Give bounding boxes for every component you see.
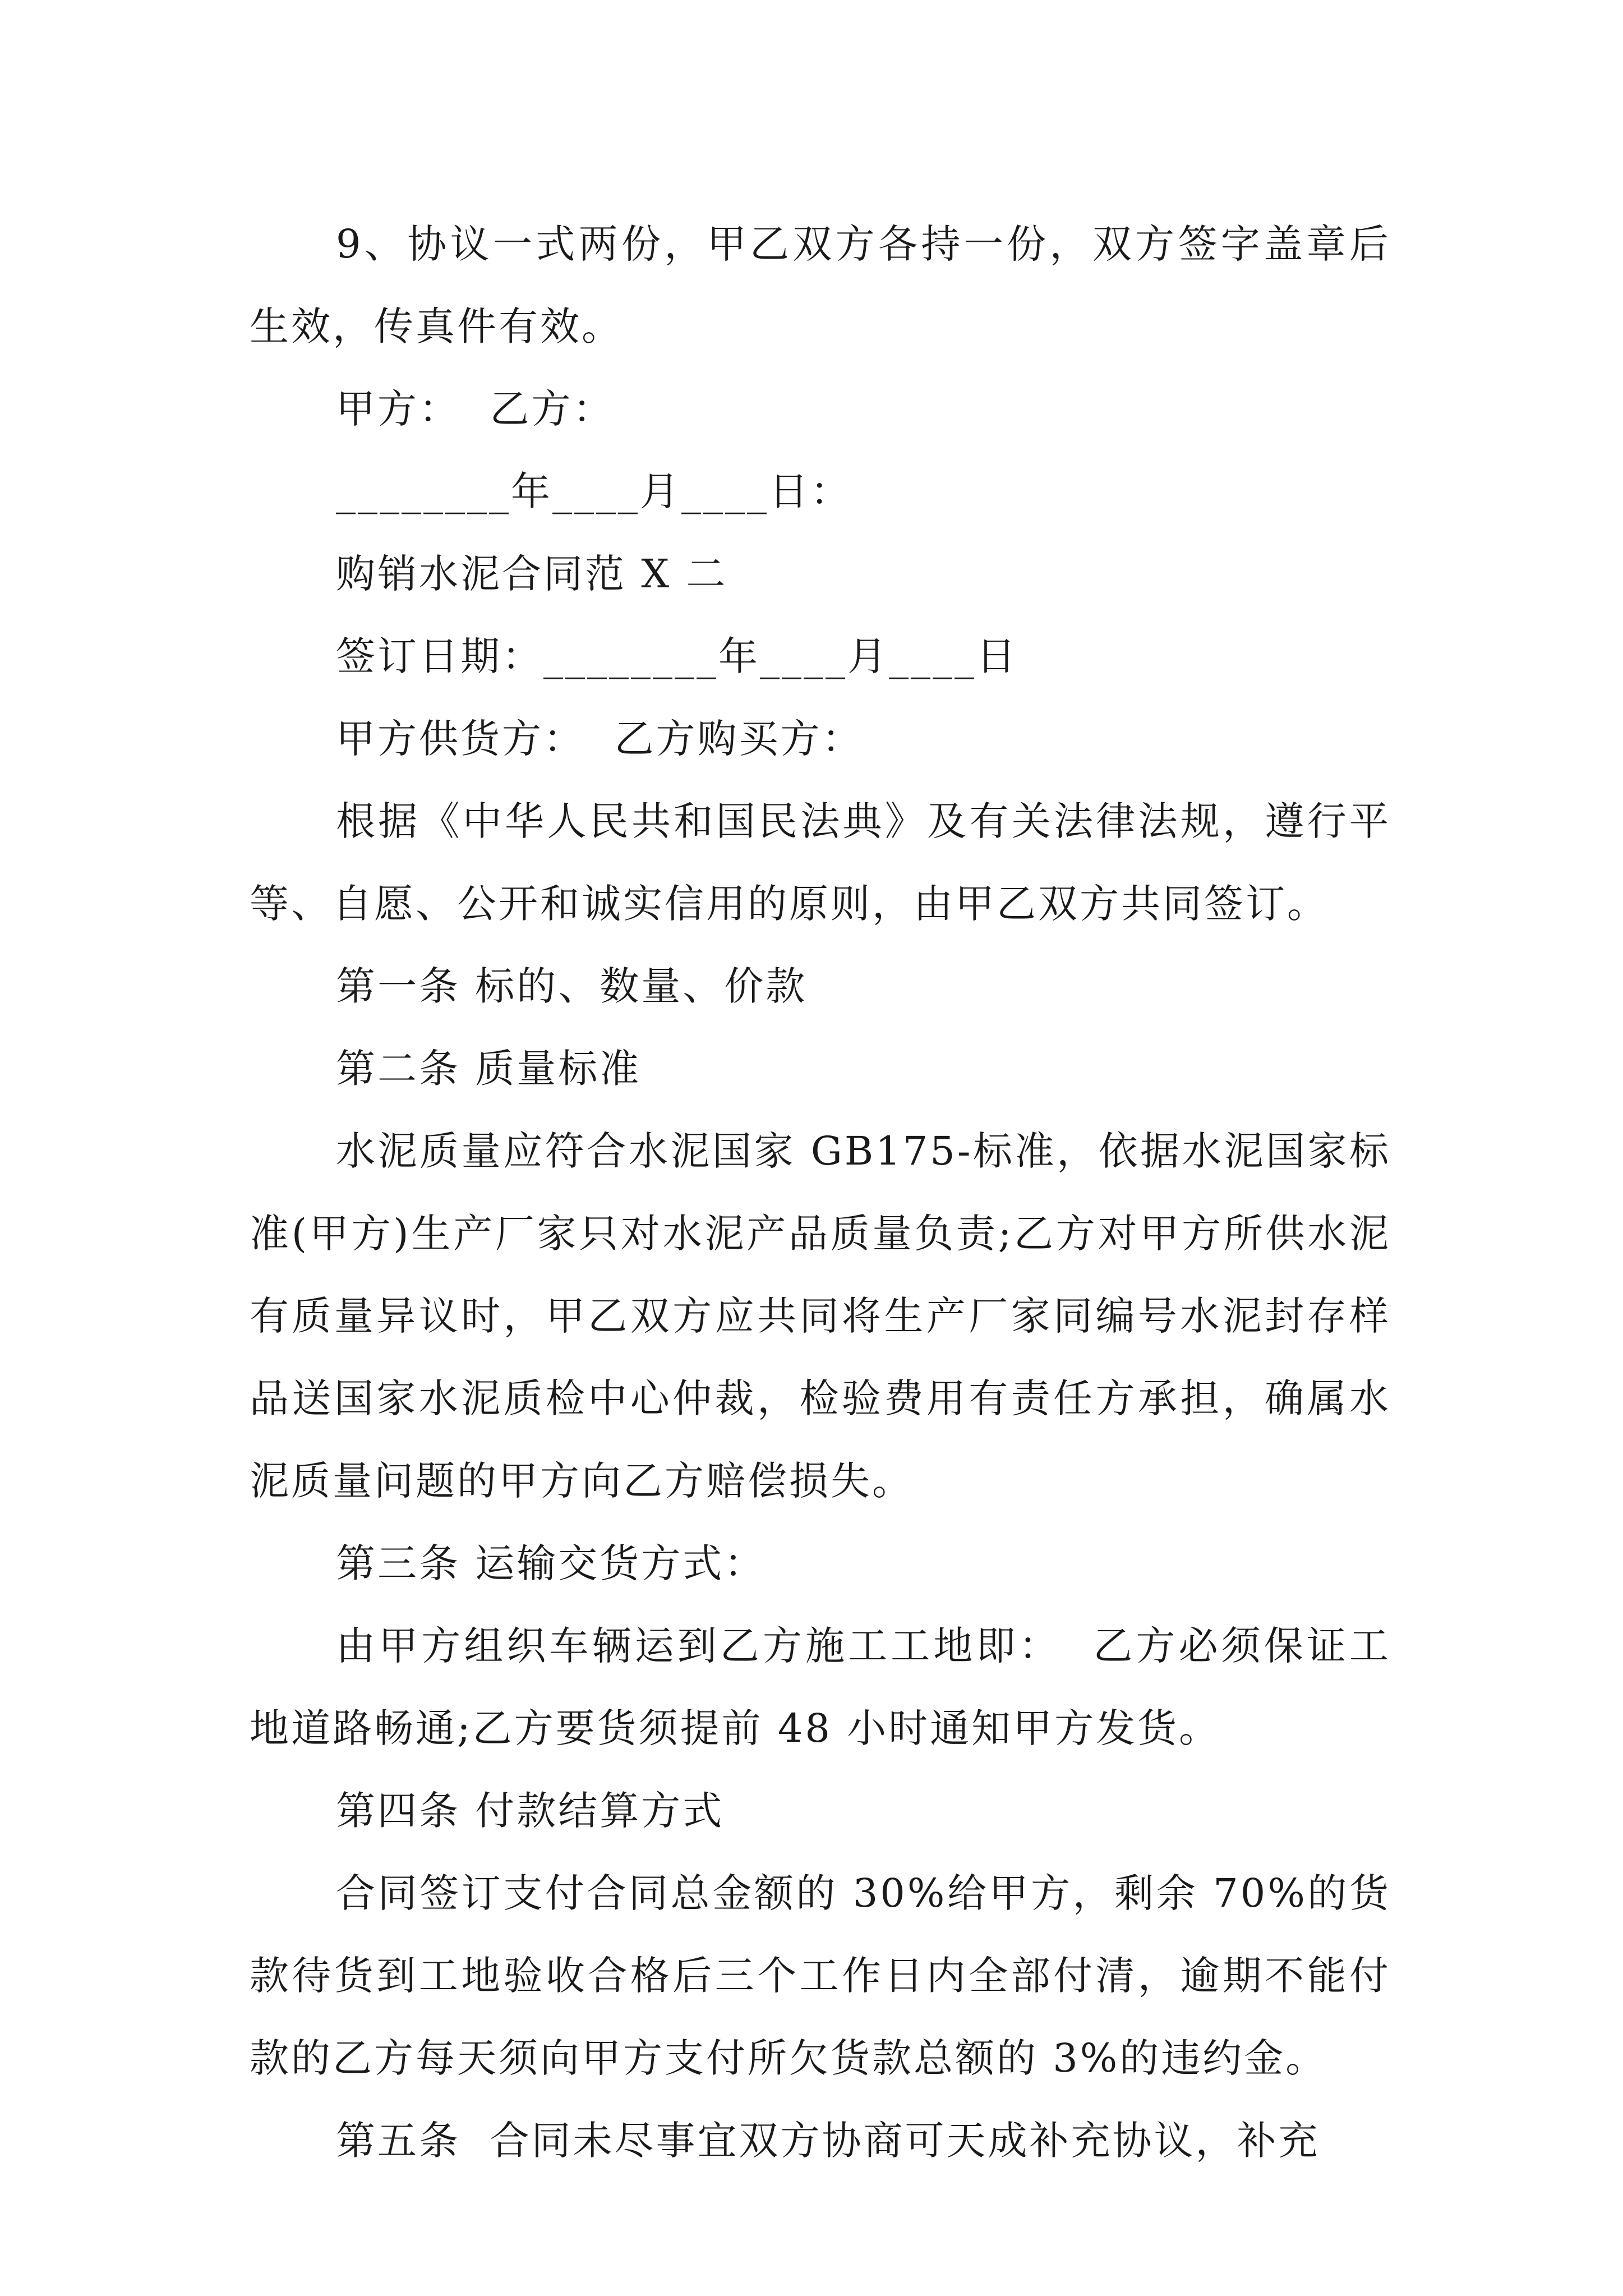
article-4-body: 合同签订支付合同总金额的 30%给甲方，剩余 70%的货款待货到工地验收合格后三个工作日内全部付清，逾期不能付款的乙方每天须向甲方支付所欠货款总额的 3%的违约金。 [250, 1870, 1391, 2081]
document-title: 购销水泥合同范 X 二 [336, 551, 728, 597]
article-2-heading: 第二条 质量标准 [336, 1046, 642, 1092]
paragraph-clause-9: 9、协议一式两份，甲乙双方各持一份，双方签字盖章后生效，传真件有效。 [250, 221, 1391, 349]
paragraph-contract-date: 签订日期：________年____月____日 [336, 633, 1018, 679]
paragraph-signing-date: ________年____月____日： [336, 468, 852, 514]
article-1-heading: 第一条 标的、数量、价款 [336, 963, 808, 1009]
paragraph-preamble: 根据《中华人民共和国民法典》及有关法律法规，遵行平等、自愿、公开和诚实信用的原则，由甲乙双方共同签订。 [250, 798, 1391, 927]
document-body [250, 203, 1391, 2182]
article-3-heading: 第三条 运输交货方式： [336, 1540, 766, 1586]
article-5-body: 第五条 合同未尽事宜双方协商可天成补充协议，补充 [336, 2118, 1320, 2164]
article-4-heading: 第四条 付款结算方式 [336, 1788, 725, 1834]
article-3-body: 由甲方组织车辆运到乙方施工工地即： 乙方必须保证工地道路畅通;乙方要货须提前 48 小时通知甲方发货。 [250, 1623, 1391, 1751]
article-2-body: 水泥质量应符合水泥国家 GB175-标准，依据水泥国家标准(甲方)生产厂家只对水泥产品质量负责;乙方对甲方所供水泥有质量异议时，甲乙双方应共同将生产厂家同编号水泥封存样品送国家水泥质检中心仲裁，检验费用有责任方承担，确属水泥质量问题的甲方向乙方赔偿损失。 [250, 1128, 1391, 1504]
paragraph-parties: 甲方供货方： 乙方购买方： [336, 716, 864, 762]
paragraph-party-signatures: 甲方： 乙方： [336, 386, 615, 432]
